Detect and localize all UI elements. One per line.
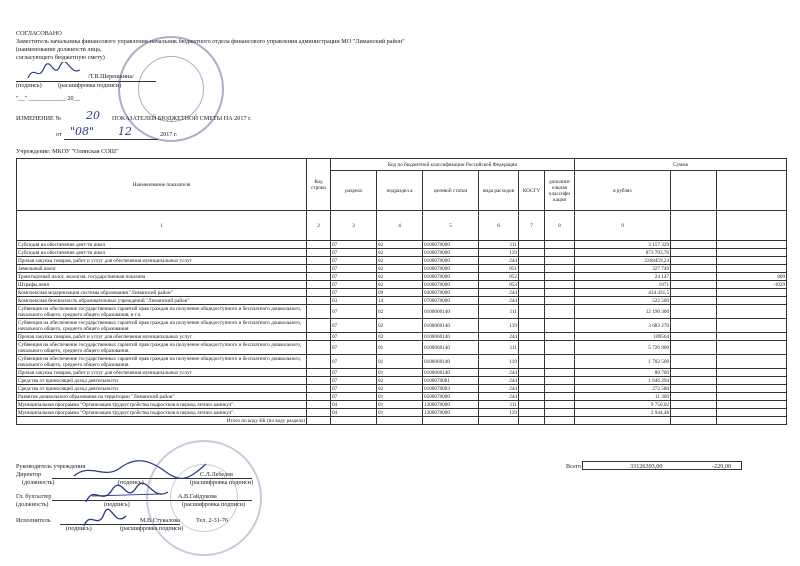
head-title1: Руководитель учреждения — [16, 463, 86, 470]
row-kosgu — [519, 333, 545, 341]
row-extra-class — [545, 377, 575, 385]
institution: Учреждение: МКОУ "Олинская СОШ" — [16, 148, 119, 155]
exec-signature — [80, 508, 130, 532]
change-day: "08" — [70, 125, 95, 138]
exec-cap2: (подпись) — [66, 525, 92, 532]
row-kosgu — [519, 297, 545, 305]
row-adjustment — [717, 333, 787, 341]
row-name: Развитие дошкольного образования на территории "Лиманский район" — [17, 393, 307, 401]
row-subsection: 09 — [377, 289, 423, 297]
row-extra-class — [545, 385, 575, 393]
head-name: С.Л.Лебедев — [200, 471, 233, 478]
table-row — [17, 369, 787, 377]
row-name: Земельный налог — [17, 265, 307, 273]
row-kosgu — [519, 341, 545, 355]
row-sum: 327 749 — [575, 265, 671, 273]
row-subsection: 02 — [377, 305, 423, 319]
header-classification: Код по бюджетной классификации Российской Федерации — [331, 159, 575, 171]
header-kosgu: КОСГУ — [519, 171, 545, 211]
row-subsection: 01 — [377, 401, 423, 409]
row-target: 0100070003 — [423, 385, 479, 393]
row-code — [307, 401, 331, 409]
row-name: Субвенция на обеспечение государственных гарантий прав граждан на получение общедоступного и бесплатного дошкольного, начального общего, среднего общего образования. — [17, 355, 307, 369]
row-exptype: 111 — [479, 241, 519, 249]
row-code — [307, 241, 331, 249]
acc-title: Гл. бухгалтер — [16, 493, 52, 500]
table-row — [17, 273, 787, 281]
row-name: Субсидия на обеспечение деят-ти школ — [17, 249, 307, 257]
row-target: 0100060140 — [423, 333, 479, 341]
table-row — [17, 401, 787, 409]
approval-line3: согласующего бюджетную смету) — [16, 54, 105, 61]
colnum-3: 3 — [331, 211, 377, 241]
row-extra-class — [545, 369, 575, 377]
row-adjustment — [717, 409, 787, 417]
row-code — [307, 409, 331, 417]
row-extra-class — [545, 289, 575, 297]
row-exptype: 244 — [479, 297, 519, 305]
row-blank — [671, 333, 717, 341]
row-name: Субвенция на обеспечение государственных гарантий прав граждан на получение общедоступного и бесплатного дошкольного, начального общего, среднего общего образования. — [17, 319, 307, 333]
acc-cap3: (расшифровка подписи) — [182, 501, 246, 508]
row-name: Средства от приносящей доход деятельности — [17, 377, 307, 385]
row-target: 1300070000 — [423, 409, 479, 417]
row-section: 07 — [331, 333, 377, 341]
row-blank — [671, 369, 717, 377]
row-blank — [671, 305, 717, 319]
change-date-line — [64, 139, 158, 140]
row-blank — [671, 355, 717, 369]
row-extra-class — [545, 305, 575, 319]
row-section: 07 — [331, 319, 377, 333]
row-target: 0100060140 — [423, 305, 479, 319]
row-exptype: 244 — [479, 393, 519, 401]
row-name: Субсидия на обеспечение деят-ти школ — [17, 241, 307, 249]
row-sum: 24 147 — [575, 273, 671, 281]
row-target: 0100070000 — [423, 241, 479, 249]
row-blank — [671, 257, 717, 265]
row-extra-class — [545, 273, 575, 281]
row-exptype: 851 — [479, 265, 519, 273]
head-cap1: (должность) — [22, 479, 55, 486]
change-text: ПОКАЗАТЕЛЕЙ БЮДЖЕТНОЙ СМЕТЫ НА 2017 г. — [112, 115, 252, 122]
table-row — [17, 341, 787, 355]
row-adjustment — [717, 369, 787, 377]
table-row — [17, 297, 787, 305]
row-sum: 1 646 294 — [575, 377, 671, 385]
row-section: 07 — [331, 393, 377, 401]
table-row — [17, 241, 787, 249]
header-blank1 — [671, 171, 717, 211]
row-kosgu — [519, 369, 545, 377]
row-kosgu — [519, 355, 545, 369]
row-name: Прочая закупка товаров, работ и услуг для обеспечения муниципальных услуг — [17, 369, 307, 377]
exec-phone: Тел. 2-31-76 — [196, 517, 229, 524]
header-name: Наименование показателя — [17, 159, 307, 211]
row-subsection: 01 — [377, 393, 423, 401]
total-label: Всего — [566, 463, 582, 470]
row-subsection: 02 — [377, 257, 423, 265]
row-name: Муниципальная программа "Организация трудоустройства подростков в период летних каникул". — [17, 409, 307, 417]
approval-stamp — [118, 36, 224, 142]
row-section: 07 — [331, 355, 377, 369]
row-subsection: 14 — [377, 297, 423, 305]
row-code — [307, 319, 331, 333]
total-extra: -229,00 — [712, 463, 732, 470]
row-code — [307, 289, 331, 297]
row-extra-class — [545, 401, 575, 409]
row-subsection: 01 — [377, 369, 423, 377]
row-target: 0100060140 — [423, 319, 479, 333]
header-sum: Сумма — [575, 159, 787, 171]
row-extra-class — [545, 257, 575, 265]
colnum-7: 7 — [519, 211, 545, 241]
row-sum: 189564 — [575, 333, 671, 341]
row-adjustment — [717, 401, 787, 409]
row-code — [307, 355, 331, 369]
row-name: Комплексная безопасность образовательных учреждений "Лиманский район" — [17, 297, 307, 305]
row-subsection: 02 — [377, 281, 423, 289]
row-code — [307, 369, 331, 377]
row-kosgu — [519, 289, 545, 297]
head-cap2: (подпись) — [118, 479, 144, 486]
row-adjustment — [717, 241, 787, 249]
row-subsection: 02 — [377, 319, 423, 333]
approval-line1: Заместитель начальника финансового управления-начальник бюджетного отдела финансового управления администрации МО "Лиманский район" — [16, 38, 405, 45]
row-kosgu — [519, 257, 545, 265]
row-section: 07 — [331, 289, 377, 297]
row-code — [307, 393, 331, 401]
table-body — [17, 241, 787, 417]
approval-sig-caption-right: (расшифровка подписи) — [58, 82, 122, 89]
row-sum: 522 500 — [575, 297, 671, 305]
row-target: 0100070001 — [423, 377, 479, 385]
row-extra-class — [545, 409, 575, 417]
row-extra-class — [545, 281, 575, 289]
row-subsection: 02 — [377, 377, 423, 385]
colnum-8: 8 — [545, 211, 575, 241]
row-code — [307, 281, 331, 289]
row-code — [307, 333, 331, 341]
row-code — [307, 249, 331, 257]
row-subsection: 01 — [377, 355, 423, 369]
row-code — [307, 273, 331, 281]
row-extra-class — [545, 341, 575, 355]
row-subsection: 02 — [377, 385, 423, 393]
row-adjustment — [717, 341, 787, 355]
row-sum: 9 750,02 — [575, 401, 671, 409]
row-kosgu — [519, 377, 545, 385]
row-name: Транспортный налог, экология, государственная пошлина — [17, 273, 307, 281]
acc-cap1: (должность) — [16, 501, 49, 508]
row-section: 03 — [331, 297, 377, 305]
row-extra-class — [545, 355, 575, 369]
row-blank — [671, 281, 717, 289]
row-adjustment — [717, 289, 787, 297]
change-month: 12 — [118, 125, 132, 138]
table-row — [17, 281, 787, 289]
row-subsection: 01 — [377, 409, 423, 417]
row-extra-class — [545, 333, 575, 341]
row-exptype: 244 — [479, 377, 519, 385]
colnum-2: 2 — [307, 211, 331, 241]
row-kosgu — [519, 281, 545, 289]
row-subsection: 02 — [377, 249, 423, 257]
acc-cap2: (подпись) — [104, 501, 130, 508]
row-code — [307, 257, 331, 265]
row-code — [307, 305, 331, 319]
row-name: Комплексная модернизация системы образования "Лиманский район" — [17, 289, 307, 297]
row-adjustment — [717, 319, 787, 333]
row-target: 1300070000 — [423, 401, 479, 409]
total-sum: 33126393,00 — [630, 463, 663, 470]
row-subsection: 01 — [377, 341, 423, 355]
row-sum: 2268459,24 — [575, 257, 671, 265]
table-row — [17, 249, 787, 257]
row-target: 0100060140 — [423, 341, 479, 355]
row-sum: 3 157 329 — [575, 241, 671, 249]
row-adjustment — [717, 265, 787, 273]
table-row — [17, 265, 787, 273]
row-sum: 272 580 — [575, 385, 671, 393]
row-section: 07 — [331, 273, 377, 281]
row-section: 07 — [331, 385, 377, 393]
table-row — [17, 393, 787, 401]
header-rub: в рублях — [575, 171, 671, 211]
approval-date: "__" ____________ 20__ — [16, 95, 80, 102]
row-blank — [671, 319, 717, 333]
row-exptype: 119 — [479, 319, 519, 333]
row-exptype: 244 — [479, 289, 519, 297]
table-row — [17, 385, 787, 393]
header-blank2 — [717, 171, 787, 211]
row-name: Муниципальная программа "Организация трудоустройства подростков в период летних каникул". — [17, 401, 307, 409]
row-kosgu — [519, 273, 545, 281]
header-target: целевой статьи — [423, 171, 479, 211]
row-section: 07 — [331, 377, 377, 385]
row-blank — [671, 289, 717, 297]
row-blank — [671, 377, 717, 385]
subtotal-label: Итого по коду БК (по коду раздела) — [17, 417, 307, 425]
row-exptype: 119 — [479, 355, 519, 369]
row-kosgu — [519, 393, 545, 401]
row-adjustment — [717, 355, 787, 369]
approval-title: СОГЛАСОВАНО — [16, 30, 62, 37]
row-sum: 2 944,48 — [575, 409, 671, 417]
row-sum: 11 300 — [575, 393, 671, 401]
row-sum: 12 190 300 — [575, 305, 671, 319]
institution-stamp — [146, 440, 262, 556]
colnum-5: 5 — [423, 211, 479, 241]
row-blank — [671, 273, 717, 281]
header-extra: дополнит ельная классифи кация — [545, 171, 575, 211]
row-target: 0100060140 — [423, 369, 479, 377]
row-extra-class — [545, 249, 575, 257]
row-section: 04 — [331, 409, 377, 417]
row-blank — [671, 393, 717, 401]
table-row — [17, 333, 787, 341]
row-sum: 3 683 270 — [575, 319, 671, 333]
row-exptype: 244 — [479, 369, 519, 377]
row-exptype: 111 — [479, 401, 519, 409]
row-blank — [671, 409, 717, 417]
change-date-prefix: от — [56, 131, 62, 138]
row-section: 04 — [331, 401, 377, 409]
acc-name: А.В.Гайдукова — [178, 493, 217, 500]
row-blank — [671, 265, 717, 273]
exec-title: Исполнитель — [16, 517, 51, 524]
head-cap3: (расшифровка подписи) — [190, 479, 254, 486]
row-extra-class — [545, 241, 575, 249]
row-kosgu — [519, 409, 545, 417]
colnum-6: 6 — [479, 211, 519, 241]
row-name: Прочая закупка товаров, работ и услуг для обеспечения муниципальных услуг — [17, 333, 307, 341]
row-target: 0700070000 — [423, 297, 479, 305]
row-blank — [671, 297, 717, 305]
row-subsection: 02 — [377, 273, 423, 281]
row-adjustment — [717, 297, 787, 305]
row-blank — [671, 401, 717, 409]
row-code — [307, 377, 331, 385]
row-name: Прочая закупка товаров, работ и услуг для обеспечения муниципальных услуг — [17, 257, 307, 265]
row-code — [307, 265, 331, 273]
row-exptype: 852 — [479, 273, 519, 281]
row-target: 0500070000 — [423, 393, 479, 401]
row-adjustment — [717, 393, 787, 401]
table-row — [17, 305, 787, 319]
row-subsection: 02 — [377, 333, 423, 341]
table-row — [17, 355, 787, 369]
row-name: Субвенция на обеспечение государственных гарантий прав граждан на получение общедоступного и бесплатного дошкольного, начального общего, среднего общего образования, в т.ч. — [17, 305, 307, 319]
row-code — [307, 297, 331, 305]
row-adjustment: 800 — [717, 273, 787, 281]
row-exptype: 111 — [479, 305, 519, 319]
row-code — [307, 341, 331, 355]
row-extra-class — [545, 265, 575, 273]
exec-name: М.В.Стукалова — [140, 517, 180, 524]
budget-table — [16, 158, 787, 425]
row-adjustment — [717, 377, 787, 385]
colnum-4: 4 — [377, 211, 423, 241]
row-target: 0100070000 — [423, 265, 479, 273]
row-kosgu — [519, 401, 545, 409]
row-kosgu — [519, 241, 545, 249]
row-exptype: 119 — [479, 409, 519, 417]
row-section: 07 — [331, 281, 377, 289]
header-code: Код строки — [307, 159, 331, 211]
row-exptype: 111 — [479, 341, 519, 355]
colnum-9: 9 — [575, 211, 671, 241]
row-kosgu — [519, 265, 545, 273]
header-subsection: подраздел а — [377, 171, 423, 211]
row-name: Субвенция на обеспечение государственных гарантий прав граждан на получение общедоступного и бесплатного дошкольного, начального общего, среднего общего образования. — [17, 341, 307, 355]
row-kosgu — [519, 305, 545, 319]
table-row — [17, 257, 787, 265]
row-blank — [671, 341, 717, 355]
row-sum: 434 431,5 — [575, 289, 671, 297]
row-adjustment — [717, 257, 787, 265]
approval-sig-caption-left: (подпись) — [16, 82, 42, 89]
row-kosgu — [519, 385, 545, 393]
row-target: 0100070000 — [423, 281, 479, 289]
row-blank — [671, 249, 717, 257]
row-extra-class — [545, 297, 575, 305]
change-label: ИЗМЕНЕНИЕ № — [16, 115, 62, 122]
table-row — [17, 289, 787, 297]
row-subsection: 02 — [377, 241, 423, 249]
row-extra-class — [545, 319, 575, 333]
row-exptype: 853 — [479, 281, 519, 289]
head-title2: Директор — [16, 471, 42, 478]
row-target: 0100070000 — [423, 257, 479, 265]
row-subsection: 02 — [377, 265, 423, 273]
row-adjustment — [717, 385, 787, 393]
row-section: 07 — [331, 369, 377, 377]
row-exptype: 119 — [479, 249, 519, 257]
row-section: 07 — [331, 249, 377, 257]
row-kosgu — [519, 319, 545, 333]
header-section: раздела — [331, 171, 377, 211]
row-code — [307, 385, 331, 393]
row-exptype: 244 — [479, 385, 519, 393]
row-name: Средства от приносящей доход деятельности — [17, 385, 307, 393]
row-adjustment: -1029 — [717, 281, 787, 289]
approval-signer: /Т.В.Шерешкина/ — [88, 73, 134, 80]
row-section: 07 — [331, 257, 377, 265]
change-number: 20 — [86, 109, 100, 122]
table-row — [17, 409, 787, 417]
row-sum: 5 726 900 — [575, 341, 671, 355]
row-section: 07 — [331, 341, 377, 355]
row-exptype: 244 — [479, 333, 519, 341]
row-blank — [671, 241, 717, 249]
row-kosgu — [519, 249, 545, 257]
row-name: Штрафы,пени — [17, 281, 307, 289]
row-section: 07 — [331, 241, 377, 249]
row-extra-class — [545, 393, 575, 401]
change-year: 2017 г. — [160, 131, 178, 138]
exec-cap3: (расшифровка подписи) — [120, 525, 184, 532]
row-sum: 80 700 — [575, 369, 671, 377]
row-sum: 1971 — [575, 281, 671, 289]
row-target: 0100060140 — [423, 355, 479, 369]
row-adjustment — [717, 249, 787, 257]
table-row — [17, 319, 787, 333]
approval-line2: (наименование должности лица, — [16, 46, 102, 53]
row-sum: 873 703,76 — [575, 249, 671, 257]
table-row — [17, 377, 787, 385]
row-exptype: 244 — [479, 257, 519, 265]
header-exptype: вида расходов — [479, 171, 519, 211]
row-sum: 1 702 500 — [575, 355, 671, 369]
row-section: 07 — [331, 305, 377, 319]
row-target: 0100070000 — [423, 249, 479, 257]
row-blank — [671, 385, 717, 393]
row-target: 0400070000 — [423, 289, 479, 297]
colnum-1: 1 — [17, 211, 307, 241]
row-section: 07 — [331, 265, 377, 273]
row-adjustment — [717, 305, 787, 319]
row-target: 0100070000 — [423, 273, 479, 281]
